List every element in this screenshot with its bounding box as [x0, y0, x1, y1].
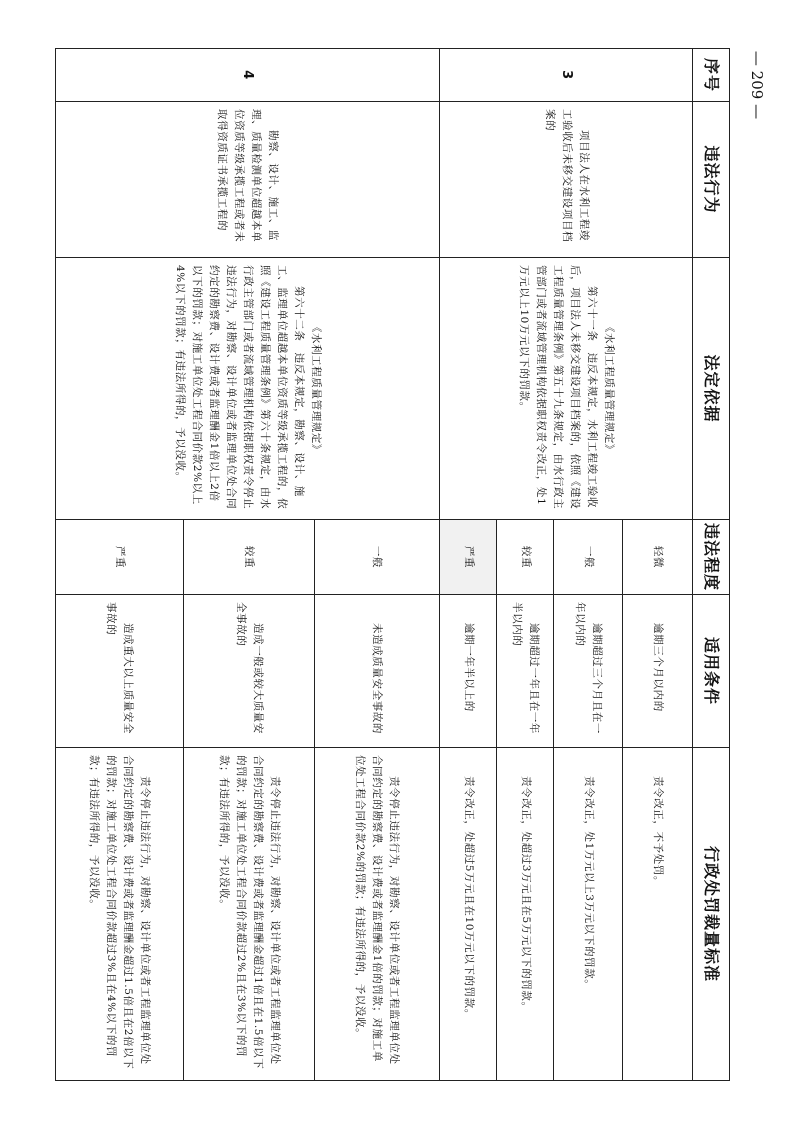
basis-cell [439, 258, 693, 520]
condition-text: 造成重大以上质量安全事故的 [105, 602, 135, 734]
seq-cell: 3 [439, 49, 693, 102]
degree-cell: 严重 [56, 520, 184, 595]
penalty-cell [314, 748, 439, 1081]
degree-cell: 较重 [497, 520, 554, 595]
seq-cell: 4 [56, 49, 440, 102]
rotated-table-container [55, 48, 730, 1080]
behavior-cell [56, 102, 440, 258]
header-degree: 违法程度 [693, 520, 730, 595]
penalty-cell [439, 748, 497, 1081]
penalty-cell [623, 748, 693, 1081]
page-number-area [737, 40, 777, 130]
condition-text: 未造成质量安全事故的 [371, 623, 384, 734]
condition-cell [314, 595, 439, 748]
header-behavior: 违法行为 [693, 102, 730, 258]
penalty-text: 责令改正，处超过5万元且在10万元以下的罚款。 [462, 776, 475, 1020]
degree-cell: 严重 [439, 520, 497, 595]
degree-cell: 较重 [183, 520, 314, 595]
header-condition: 适用条件 [693, 595, 730, 748]
penalty-text: 责令停止违法行为，对勘察、设计单位或者工程监理单位处合同约定的勘察费、设计费或者监理酬金超过1.5倍且在2倍以下的罚款；对施工单位处工程合同价款超过3%且在4%以下的罚款；有违法所得的，予以没收。 [88, 755, 152, 1070]
penalty-cell [183, 748, 314, 1081]
page-number: — 209 — [748, 50, 766, 120]
table-row [314, 49, 439, 1081]
condition-text: 造成一般或较大质量安全事故的 [234, 602, 264, 734]
header-penalty: 行政处罚裁量标准 [693, 748, 730, 1081]
header-basis: 法定依据 [693, 258, 730, 520]
penalty-cell [497, 748, 554, 1081]
degree-cell: 一般 [314, 520, 439, 595]
condition-cell [439, 595, 497, 748]
penalty-text: 责令改正，处1万元以上3万元以下的罚款。 [582, 776, 595, 991]
condition-cell [56, 595, 184, 748]
penalty-text: 责令停止违法行为，对勘察、设计单位或者工程监理单位处合同约定的勘察费、设计费或者监理酬金超过1倍且在1.5倍以下的罚款；对施工单位处工程合同价款超过2%且在3%以下的罚款；有违法所得的，予以没收。 [217, 755, 281, 1070]
table-row [623, 49, 693, 1081]
header-seq: 序号 [693, 49, 730, 102]
penalty-text: 责令改正，处超过3万元且在5万元以下的罚款。 [519, 776, 532, 1013]
behavior-text: 勘察、设计、施工、监理、质量检测单位超越本单位资质等级承揽工程或者未取得资质证书承揽工程的 [216, 109, 280, 243]
degree-cell: 轻微 [623, 520, 693, 595]
penalty-text: 责令停止违法行为，对勘察、设计单位或者工程监理单位处合同约定的勘察费、设计费或者监理酬金1倍的罚款；对施工单位处工程合同价款2%的罚款；有违法所得的，予以没收。 [354, 755, 401, 1065]
condition-cell [623, 595, 693, 748]
basis-title: 《水利工程质量管理规定》 [603, 321, 616, 456]
condition-cell [497, 595, 554, 748]
basis-cell [56, 258, 440, 520]
behavior-text: 项目法人在水利工程竣工验收后未移交建设项目档案的 [543, 109, 590, 243]
penalty-cell [56, 748, 184, 1081]
basis-title: 《水利工程质量管理规定》 [309, 321, 322, 456]
condition-text: 逾期超过三个月且在一年以内的 [574, 602, 604, 734]
penalty-text: 责令改正，不予处罚。 [652, 776, 665, 887]
basis-body: 第六十一条 违反本规定，水利工程竣工验收后，项目法人未移交建设项目档案的，依照《建设工程质量管理条例》第五十九条规定，由水行政主管部门或者流域管理机构依据职权责令改正，处1万元以上10万元以下的罚款。 [518, 265, 599, 510]
condition-text: 逾期一年半以上的 [462, 623, 475, 712]
condition-cell [183, 595, 314, 748]
penalty-cell [553, 748, 622, 1081]
condition-cell [553, 595, 622, 748]
degree-cell: 一般 [553, 520, 622, 595]
behavior-cell [439, 102, 693, 258]
condition-text: 逾期超过一年且在一年半以内的 [511, 602, 541, 734]
table-header-row [693, 49, 730, 1081]
basis-body: 第六十二条 违反本规定，勘察、设计、施工、监理单位超越本单位资质等级承揽工程的，依照《建设工程质量管理条例》第六十条规定，由水行政主管部门或者流域管理机构依据职权责令停止违法行为，对勘察、设计单位或者监理单位处合同约定的勘察费、设计费或者监理酬金1倍以上2倍以下的罚款；对施工单位处工程合同价款2%以上4%以下的罚款；有违法所得的，予以没收。 [173, 265, 305, 510]
penalty-standard-table [55, 48, 730, 1081]
condition-text: 逾期三个月以内的 [652, 623, 665, 712]
